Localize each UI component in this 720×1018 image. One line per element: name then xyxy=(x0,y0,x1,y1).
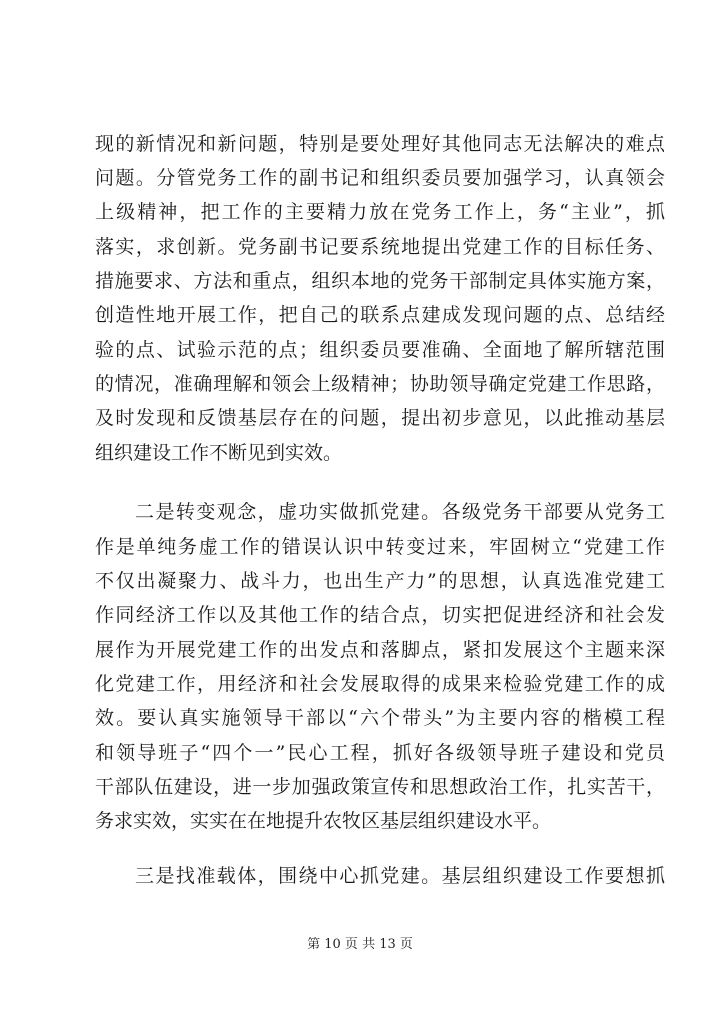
text-line: 措施要求、方法和重点，组织本地的党务干部制定具体实施方案， xyxy=(95,270,665,292)
text-line: 作是单纯务虚工作的错误认识中转变过来，牢固树立“党建工作 xyxy=(95,536,665,558)
text-line: 及时发现和反馈基层存在的问题，提出初步意见，以此推动基层 xyxy=(95,407,665,429)
text-line: 的情况，准确理解和领会上级精神；协助领导确定党建工作思路， xyxy=(95,373,665,395)
text-line: 问题。分管党务工作的副书记和组织委员要加强学习，认真领会 xyxy=(95,167,665,189)
text-line: 验的点、试验示范的点；组织委员要准确、全面地了解所辖范围 xyxy=(95,339,665,361)
text-line: 创造性地开展工作，把自己的联系点建成发现问题的点、总结经 xyxy=(95,304,665,326)
text-line: 作同经济工作以及其他工作的结合点，切实把促进经济和社会发 xyxy=(95,604,665,626)
text-line: 展作为开展党建工作的出发点和落脚点，紧扣发展这个主题来深 xyxy=(95,639,665,661)
text-line: 化党建工作，用经济和社会发展取得的成果来检验党建工作的成 xyxy=(95,673,665,695)
text-line: 现的新情况和新问题，特别是要处理好其他同志无法解决的难点 xyxy=(95,133,665,155)
page-number-footer: 第 10 页 共 13 页 xyxy=(307,937,413,952)
text-line: 务求实效，实实在在地提升农牧区基层组织建设水平。 xyxy=(95,810,552,832)
text-line: 和领导班子“四个一”民心工程，抓好各级领导班子建设和党员 xyxy=(95,742,665,764)
paragraph-start-line: 二是转变观念，虚功实做抓党建。各级党务干部要从党务工 xyxy=(135,501,665,523)
text-line: 不仅出凝聚力、战斗力，也出生产力”的思想，认真选准党建工 xyxy=(95,570,665,592)
text-line: 干部队伍建设，进一步加强政策宣传和思想政治工作，扎实苦干， xyxy=(95,776,665,798)
text-line: 组织建设工作不断见到实效。 xyxy=(95,442,343,464)
paragraph-start-line: 三是找准载体，围绕中心抓党建。基层组织建设工作要想抓 xyxy=(135,865,665,887)
text-line: 效。要认真实施领导干部以“六个带头”为主要内容的楷模工程 xyxy=(95,707,665,729)
text-line: 落实，求创新。党务副书记要系统地提出党建工作的目标任务、 xyxy=(95,236,665,258)
text-line: 上级精神，把工作的主要精力放在党务工作上，务“主业”，抓 xyxy=(95,201,665,223)
